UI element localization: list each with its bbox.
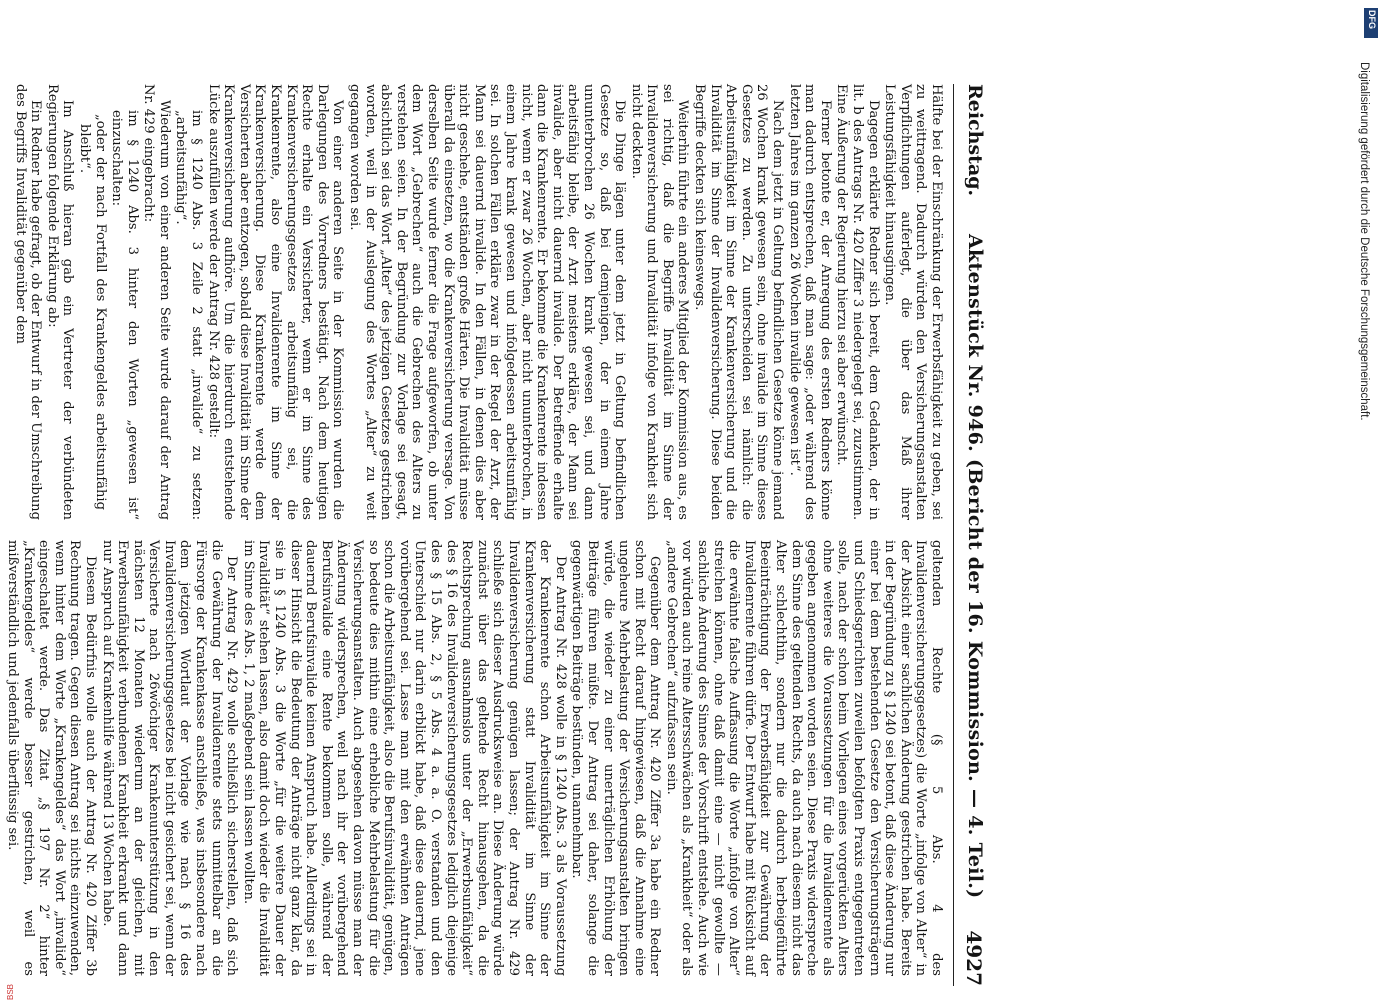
header-title: Aktenstück Nr. 946. (Bericht der 16. Kommission. — 4. Teil.): [964, 234, 986, 899]
motion-text: im § 1240 Abs. 3 Zeile 2 statt „invalide“ zu setzen: „arbeitsunfähig“.: [173, 110, 205, 520]
dfg-logo-text: DFG: [1367, 10, 1377, 29]
right-column: [4, 540, 944, 976]
paragraph: Weiterhin führte ein anderes Mitglied der Kommission aus, es sei richtig, daß die Begriffe Invalidität im Sinne der Invalidenversicherung und Invalidität infolge von Krankheit sich nicht deckten.: [628, 84, 691, 520]
paragraph: Gegenüber dem Antrag Nr. 420 Ziffer 3a habe ein Redner schon mit Recht darauf hingewiesen, daß die Annahme eine ungeheure Mehrbelastung der Versicherungsanstalten bringen würde, die wieder zu einer unerträglichen Erhöhung der Beiträge führen müßte. Der Antrag sei daher, solange die gegenwärtigen Beiträge bestünden, unannehmbar.: [569, 540, 663, 976]
library-mark: [6, 974, 16, 1000]
paragraph: Nach dem jetzt in Geltung befindlichen Gesetze könne jemand 26 Wochen krank gewesen sein, ohne invalide im Sinne dieses Gesetzes zu werden. Zu unterscheiden sei nämlich: die Arbeitsunfähigkeit im Sinne der Krankenversicherung und die Invalidität im Sinne der Invalidenversicherung. Diese beiden Begriffe deckten sich keineswegs.: [692, 84, 786, 520]
paragraph: Der Antrag Nr. 428 wolle in § 1240 Abs. 3 als Voraussetzung der Krankenrente schon Arbeitsunfähigkeit im Sinne der Krankenversicherung statt Invalidität im Sinne der Invalidenversicherung genügen lassen; der Antrag Nr. 429 schließe sich dieser Ausdrucksweise an. Diese Änderung würde zunächst über das geltende Recht hinausgehen, da die Rechtsprechung ausnahmslos unter der „Erwerbsunfähigkeit“ des § 16 des Invalidenversicherungsgesetzes lediglich diejenige des § 15 Abs. 2, § 5 Abs. 4 a. a. O. verstanden und den Unterschied nur darin erblickt habe, daß diese dauernd, jene vorübergehend sei. Lasse man mit den erwähnten Anträgen schon die Arbeitsunfähigkeit, also die Berufsinvalidität, genügen, so bedeute dies mithin eine erhebliche Mehrbelastung für die Versicherungsanstalten. Auch abgesehen davon müsse man der Änderung widersprechen, weil nach ihr der vorübergehend Berufsinvalide eine Rente bekommen solle, während der dauernd Berufsinvalide keinen Anspruch habe. Allerdings sei in dieser Hinsicht die Bedeutung der Anträge nicht ganz klar, da sie in § 1240 Abs. 3 die Worte „für die weitere Dauer der Invalidität“ stehen lassen, also damit doch wieder die Invalidität im Sinne des Abs. 1, 2 maßgebend sein lassen wollten.: [240, 540, 568, 976]
header-rule: [953, 84, 954, 986]
paragraph: Die Dinge lägen unter dem jetzt in Geltung befindlichen Gesetze so, daß bei demjenigen, der in einem Jahre ununterbrochen 26 Wochen krank gewesen sei, und dann arbeitsfähig bleibe, der Arzt meistens erkläre, der Mann sei invalide, aber nicht dauernd invalide. Der Betreffende erhalte dann die Krankenrente. Er bekomme die Krankenrente indessen nicht, wenn er zwar 26 Wochen, aber nicht ununterbrochen, in einem Jahre krank gewesen und infolgedessen arbeitsunfähig sei. In solchen Fällen erkläre zwar in der Regel der Arzt, der Mann sei dauernd invalide. In den Fällen, in denen dies aber nicht geschehe, entständen große Härten. Die Invalidität müsse überall da einsetzen, wo die Krankenversicherung versage. Von derselben Seite wurde ferner die Frage aufgeworfen, ob unter dem Wort „Gebrechen“ auch die Gebrechen des Alters zu verstehen seien. In der Begründung zur Vorlage sei gesagt, absichtlich sei das Wort „Alter“ des jetzigen Gesetzes gestrichen worden, weil in der Auslegung des Wortes „Alter“ zu weit gegangen worden sei.: [347, 84, 628, 520]
paragraph: Der Antrag Nr. 429 wolle schließlich sicherstellen, daß sich die Gewährung der Invalidenrente stets unmittelbar an die Fürsorge der Krankenkasse anschließe, was insbesondere nach dem jetzigen Wortlaut der Vorlage wie nach § 16 des Invalidenversicherungsgesetzes bei nicht gesichert sei, wenn der Versicherte nach 26wöchiger Krankenunterstützung in den nächsten 12 Monaten wiederum an der gleichen, mit Erwerbsunfähigkeit verbundenen Krankheit erkrankt und dann nur Anspruch auf Krankenhilfe während 13 Wochen habe.: [99, 540, 240, 976]
header-page-number: 4927: [962, 930, 986, 986]
paragraph: Ein Redner habe gefragt, ob der Entwurf in der Umschreibung des Begriffs Invalidität gegenüber dem: [12, 84, 44, 520]
paragraph: Hälfte bei der Einschränkung der Erwerbsfähigkeit zu geben, sei zu weittragend. Dadurch würden den Versicherungsanstalten Verpflichtungen auferlegt, die über das Maß ihrer Leistungsfähigkeit hinausgingen.: [882, 84, 944, 520]
motion-text: im § 1240 Abs. 3 hinter den Worten „gewesen ist“ einzuschalten:: [109, 110, 140, 520]
paragraph: Ferner betonte er, der Anregung des ersten Redners könne man dadurch entsprechen, daß man sage: „oder während des letzten Jahres im ganzen 26 Wochen invalide gewesen ist“.: [786, 84, 833, 520]
paragraph: Dagegen erklärte Redner sich bereit, dem Gedanken, der in lit. b des Antrags Nr. 420 Ziffer 3 niedergelegt sei, zuzustimmen. Eine Äußerung der Regierung hierzu sei aber erwünscht.: [834, 84, 881, 520]
paragraph: Diesem Bedürfnis wolle auch der Antrag Nr. 420 Ziffer 3b Rechnung tragen. Gegen diesen Antrag sei nichts einzuwenden, wenn hinter dem Worte „Krankengeldes“ das Wort „invalide“ eingeschaltet werde. Das Zitat „§ 197 Nr. 2“ hinter „Krankengeldes“ werde besser gestrichen, weil es mißverständlich und jedenfalls überflüssig sei.: [4, 540, 98, 976]
paragraph: Von einer anderen Seite in der Kommission wurden die Darlegungen des Vorredners bestätigt. Nach dem heutigen Rechte erhalte ein Versicherter, wenn er im Sinne des Krankenversicherungsgesetzes arbeitsunfähig sei, die Krankenrente, also eine Invalidenrente im Sinne der Krankenversicherung. Diese Krankenrente werde dem Versicherten aber entzogen, sobald diese Invalidität im Sinne der Krankenversicherung aufhöre. Um die hierdurch entstehende Lücke auszufüllen werde der Antrag Nr. 428 gestellt:: [205, 84, 346, 520]
paragraph: Wiederum von einer anderen Seite wurde darauf der Antrag Nr. 429 eingebracht:: [141, 84, 172, 520]
dfg-logo: [1364, 8, 1378, 38]
quoted-text: „oder der nach Fortfall des Krankengeldes arbeitsunfähig bleibt“.: [76, 114, 108, 510]
library-mark-text: BSB: [6, 983, 15, 1000]
page-header: [956, 84, 986, 986]
paragraph: geltenden Rechte (§ 5 Abs. 4 des Invalidenversicherungsgesetzes) die Worte „infolge von Alter“ in der Absicht einer sachlichen Änderung gestrichen habe. Bereits in der Begründung zu § 1240 sei betont, daß diese Änderung nur einer bei dem bestehenden Gesetze den Versicherungsträgern und Schiedsgerichten zuweilen befolgten Praxis entgegentreten solle, nach der schon beim Vorliegen eines vorgerückten Alters ohne weiteres die Voraussetzungen für die Invalidenrente als gegeben angenommen worden seien. Diese Praxis widerspreche dem Sinne des geltenden Rechts, da auch nach diesem nicht das Alter schlechthin, sondern nur die dadurch herbeigeführte Beeinträchtigung der Erwerbsfähigkeit zur Gewährung der Invalidenrente führen dürfe. Der Entwurf habe mit Rücksicht auf die erwähnte falsche Auffassung die Worte „infolge von Alter“ streichen können, ohne daß damit eine — nicht gewollte — sachliche Änderung des Sinnes der Vorschrift entstehe. Auch wie vor würden auch reine Altersschwächen als „Krankheit“ oder als „andere Gebrechen“ aufzufassen sein.: [663, 540, 944, 976]
rotated-document-page: [0, 66, 998, 1008]
header-left: Reichstag.: [964, 84, 986, 197]
paragraph: Im Anschluß hieran gab ein Vertreter der verbündeten Regierungen folgende Erklärung ab:: [44, 84, 76, 520]
digitization-note-text: Digitalisierung gefördert durch die Deutsche Forschungsgemeinschaft.: [1358, 62, 1370, 421]
left-column: [12, 84, 944, 520]
